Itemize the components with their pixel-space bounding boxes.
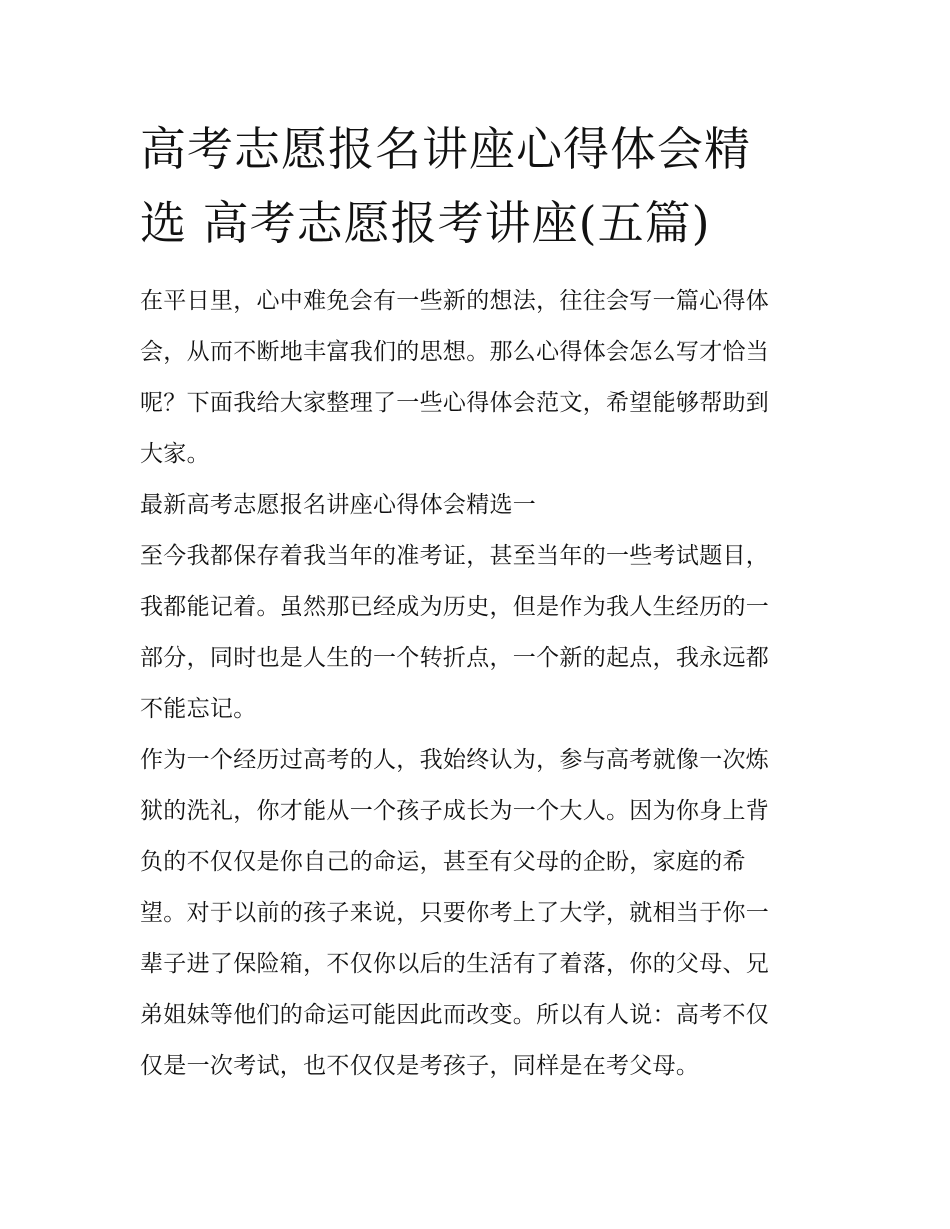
paragraph-line: 狱的洗礼，你才能从一个孩子成长为一个大人。因为你身上背 xyxy=(140,798,770,824)
intro-line: 会，从而不断地丰富我们的思想。那么心得体会怎么写才恰当 xyxy=(140,339,770,365)
paragraph-line: 至今我都保存着我当年的准考证，甚至当年的一些考试题目， xyxy=(140,543,770,569)
document-body xyxy=(140,276,820,1092)
title-line: 高考志愿报名讲座心得体会精 xyxy=(140,122,751,176)
paragraph-line: 部分，同时也是人生的一个转折点，一个新的起点，我永远都 xyxy=(140,645,770,671)
paragraph-line: 不能忘记。 xyxy=(140,696,257,722)
intro-line: 在平日里，心中难免会有一些新的想法，往往会写一篇心得体 xyxy=(140,288,770,314)
section-heading: 最新高考志愿报名讲座心得体会精选一 xyxy=(140,492,537,518)
intro-line: 大家。 xyxy=(140,441,210,467)
paragraph-line: 弟姐妹等他们的命运可能因此而改变。所以有人说：高考不仅 xyxy=(140,1002,770,1028)
paragraph-line: 望。对于以前的孩子来说，只要你考上了大学，就相当于你一 xyxy=(140,900,770,926)
paragraph-line: 仅是一次考试，也不仅仅是考孩子，同样是在考父母。 xyxy=(140,1053,700,1079)
intro-line: 呢？下面我给大家整理了一些心得体会范文，希望能够帮助到 xyxy=(140,390,770,416)
paragraph-line: 辈子进了保险箱，不仅你以后的生活有了着落，你的父母、兄 xyxy=(140,951,770,977)
paragraph-line: 我都能记着。虽然那已经成为历史，但是作为我人生经历的一 xyxy=(140,594,770,620)
title-line: 选 高考志愿报考讲座(五篇) xyxy=(140,196,711,250)
document-title xyxy=(140,112,820,260)
paragraph-line: 负的不仅仅是你自己的命运，甚至有父母的企盼，家庭的希 xyxy=(140,849,746,875)
paragraph-line: 作为一个经历过高考的人，我始终认为，参与高考就像一次炼 xyxy=(140,747,770,773)
